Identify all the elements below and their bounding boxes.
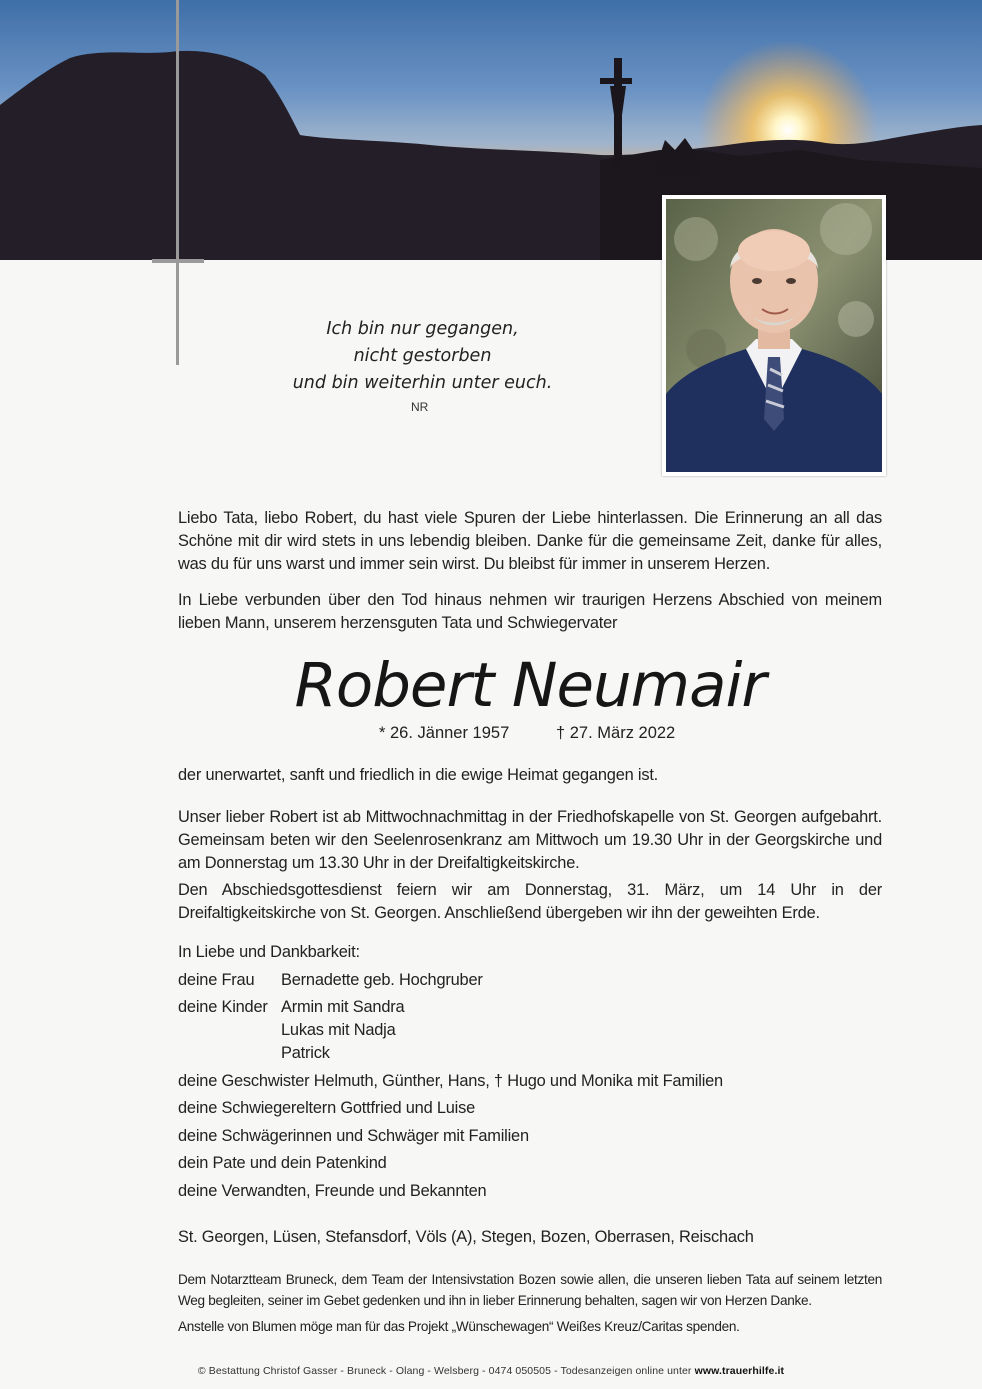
mourner-label: deine Frau bbox=[178, 971, 255, 989]
thanks-paragraph: Dem Notarztteam Bruneck, dem Team der Intensivstation Bozen sowie allen, die unseren lieben Tata auf seinem letzten Weg begleiten, seiner im Gebet gedenken und ihn in lieber Erinnerung behalten, sagen wir von Herzen Danke. bbox=[178, 1272, 882, 1308]
decorative-cross-bar bbox=[152, 259, 204, 263]
passing-text: der unerwartet, sanft und friedlich in die ewige Heimat gegangen ist. bbox=[178, 766, 659, 784]
footer-text: © Bestattung Christof Gasser - Bruneck - Olang - Welsberg - 0474 050505 - Todesanzeigen online unter bbox=[197, 1365, 692, 1377]
quote-line: Ich bin nur gegangen, bbox=[326, 319, 519, 339]
mourner-names: Bernadette geb. Hochgruber bbox=[281, 971, 483, 989]
birth-date: * 26. Jänner 1957 bbox=[379, 724, 510, 742]
mourner-row: deine Schwiegereltern Gottfried und Luise bbox=[178, 1099, 476, 1117]
funeral-paragraph: Den Abschiedsgottesdienst feiern wir am Donnerstag, 31. März, um 14 Uhr in der Dreifaltigkeitskirche von St. Georgen. Anschließend übergeben wir ihn der geweihten Erde. bbox=[178, 881, 882, 922]
mourner-label: deine Kinder bbox=[178, 998, 268, 1016]
portrait-image bbox=[666, 199, 882, 472]
wake-paragraph: Unser lieber Robert ist ab Mittwochnachmittag in der Friedhofskapelle von St. Georgen aufgebahrt. Gemeinsam beten wir den Seelenrosenkranz am Mittwoch um 19.30 Uhr in der Georgskirche und am Donnerstag um 13.30 Uhr in der Dreifaltigkeitskirche. bbox=[178, 808, 882, 872]
footer-link[interactable]: www.trauerhilfe.it bbox=[694, 1365, 785, 1377]
mourner-row: deine Schwägerinnen und Schwäger mit Familien bbox=[178, 1127, 529, 1145]
memorial-quote bbox=[270, 316, 575, 397]
portrait-photo bbox=[662, 195, 886, 476]
mourner-names: Patrick bbox=[281, 1044, 330, 1062]
donation-note: Anstelle von Blumen möge man für das Projekt „Wünschewagen“ Weißes Kreuz/Caritas spenden. bbox=[178, 1319, 740, 1334]
deceased-name: Robert Neumair bbox=[294, 650, 766, 721]
quote-line: nicht gestorben bbox=[353, 346, 492, 366]
places-list: St. Georgen, Lüsen, Stefansdorf, Völs (A), Stegen, Bozen, Oberrasen, Reischach bbox=[178, 1228, 754, 1246]
mourners-heading: In Liebe und Dankbarkeit: bbox=[178, 943, 360, 961]
mourner-names: Armin mit Sandra bbox=[281, 998, 405, 1016]
farewell-paragraph: In Liebe verbunden über den Tod hinaus nehmen wir traurigen Herzens Abschied von meinem lieben Mann, unserem herzensguten Tata und Schwiegervater bbox=[178, 591, 882, 632]
quote-line: und bin weiterhin unter euch. bbox=[292, 373, 553, 393]
mourner-row: dein Pate und dein Patenkind bbox=[178, 1154, 387, 1172]
mourner-row-wife bbox=[178, 969, 483, 992]
mourner-names: Lukas mit Nadja bbox=[281, 1021, 396, 1039]
intro-paragraph: Liebo Tata, liebo Robert, du hast viele Spuren der Liebe hinterlassen. Die Erinnerung an all das Schöne mit dir wird stets in uns lebendig bleiben. Danke für die gemeinsame Zeit, danke für alles, was du für uns warst und immer sein wirst. Du bleibst für immer in unserem Herzen. bbox=[178, 509, 882, 573]
mourner-row: deine Verwandten, Freunde und Bekannten bbox=[178, 1182, 487, 1200]
mourner-row: deine Geschwister Helmuth, Günther, Hans, † Hugo und Monika mit Familien bbox=[178, 1072, 723, 1090]
death-date: † 27. März 2022 bbox=[556, 724, 676, 742]
mourner-row-children bbox=[178, 996, 405, 1019]
footer bbox=[0, 1365, 982, 1377]
quote-author: NR bbox=[411, 400, 429, 414]
decorative-cross-icon bbox=[176, 0, 179, 365]
